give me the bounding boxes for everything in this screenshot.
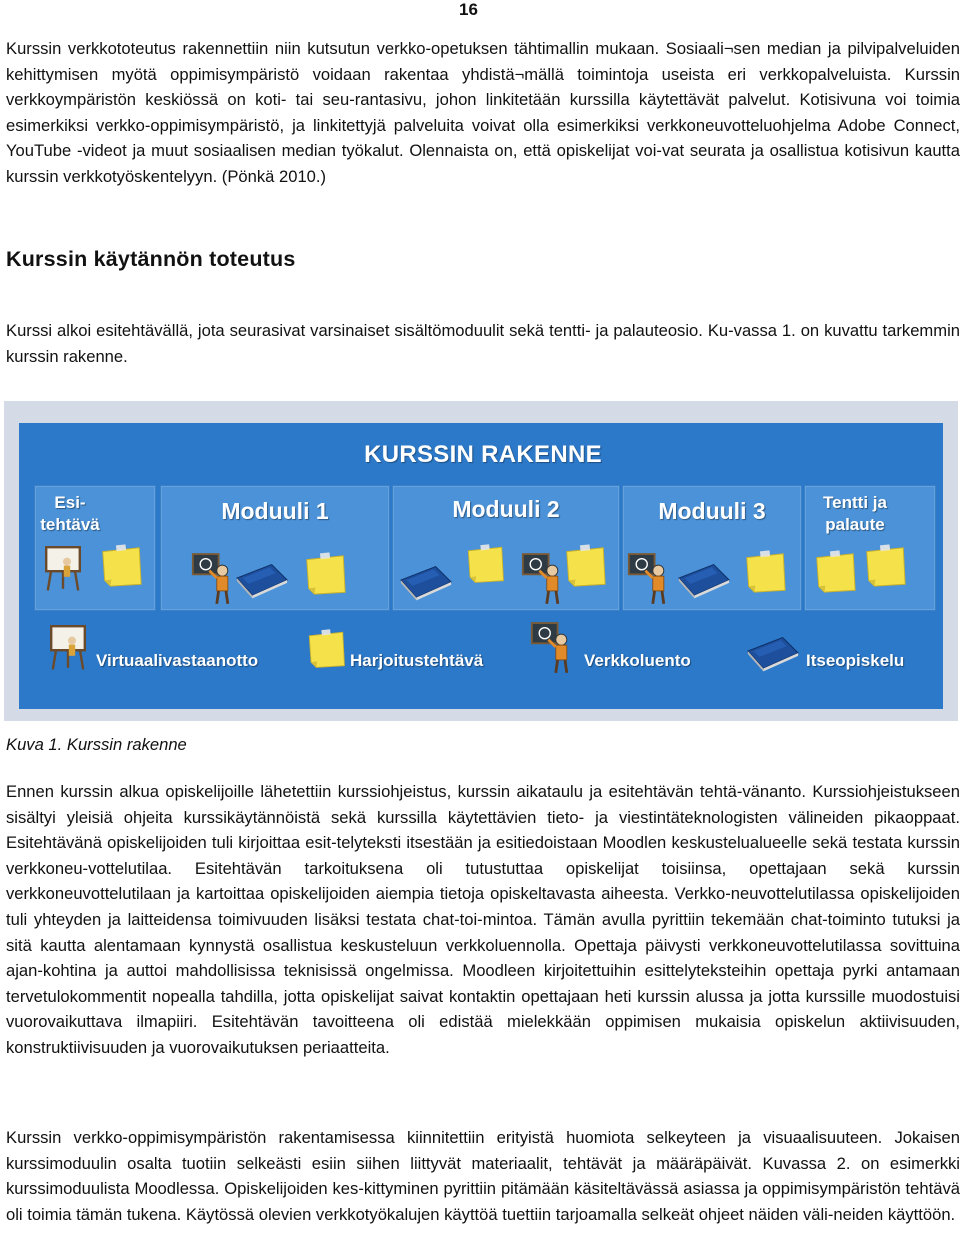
book-icon	[675, 560, 733, 600]
box-exam-line2: palaute	[825, 515, 885, 534]
book-icon	[397, 562, 455, 602]
section-heading: Kurssin käytännön toteutus	[6, 247, 296, 271]
sticky-note-icon	[304, 627, 348, 671]
box-pretask-line1: Esi-	[54, 493, 86, 512]
box-module-3	[622, 485, 802, 611]
box-module-1	[160, 485, 390, 611]
box-pretask	[34, 485, 156, 611]
whiteboard-icon	[43, 544, 83, 592]
legend-self-study: Itseopiskelu	[806, 651, 905, 670]
book-icon	[233, 560, 291, 600]
lecturer-icon	[191, 550, 237, 606]
legend-exercise: Harjoitustehtävä	[350, 651, 484, 670]
book-icon	[744, 633, 802, 673]
sticky-note-icon	[811, 548, 859, 596]
paragraph-environment: Kurssin verkko-oppimisympäristön rakentamisessa kiinnitettiin erityistä huomiota selkeyteen ja visuaalisuuteen. Jokaisen kurssimoduulin osalta tuotiin selkeästi esiin siihen liittyvät materiaalit, tehtävät ja määräpäivät. Kuvassa 2. on esimerkki kurssimoduulista Moodlessa. Opiskelijoiden kes-kittyminen pyrittiin pitämään käsiteltävässä asiassa ja oppimisympäristön tehtävä oli toimia tämän tukena. Käytössä olevien verkkotyökalujen käyttöä tuettiin tarjoamalla selkeät ohjeet näiden väli-neiden käyttöön.	[6, 1128, 960, 1224]
box-exam-feedback	[804, 485, 936, 611]
box-module-1-label: Moduuli 1	[221, 498, 329, 524]
sticky-note-icon	[301, 550, 349, 598]
paragraph-course-start: Kurssi alkoi esitehtävällä, jota seurasivat varsinaiset sisältömoduulit sekä tentti- ja palauteosio. Ku-vassa 1. on kuvattu tarkemmin kurssin rakenne.	[6, 321, 960, 366]
page-number: 16	[459, 0, 478, 19]
box-exam-line1: Tentti ja	[823, 493, 887, 512]
paragraph-intro: Kurssin verkkototeutus rakennettiin niin kutsutun verkko-opetuksen tähtimallin mukaan. Sosiaali¬sen median ja pilvipalveluiden kehittymisen myötä oppimisympäristö voidaan rakentaa yhdistä¬mällä toimintoja useista eri verkkopalveluista. Kurssin verkkoympäristön keskiössä on koti- tai seu-rantasivu, johon linkitetään kurssilla käytettävät palvelut. Kotisivuna voi toimia esimerkiksi verkko-oppimisympäristö, ja linkitettyjä palveluita voivat olla esimerkiksi verkkoneuvotteluohjelma Adobe Connect, YouTube -videot ja muut sosiaalisen median työkalut. Olennaista on, että opiskelijat voi-vat seurata ja osallistua kotisivun kautta kurssin verkkotyöskentelyyn. (Pönkä 2010.)	[6, 39, 960, 186]
box-module-3-label: Moduuli 3	[658, 498, 766, 524]
whiteboard-icon	[48, 623, 88, 671]
course-structure-figure	[4, 401, 958, 721]
legend-virtual-office-hours: Virtuaalivastaanotto	[96, 651, 259, 670]
lecturer-icon	[627, 550, 673, 606]
lecturer-icon	[530, 619, 576, 675]
sticky-note-icon	[463, 542, 507, 586]
sticky-note-icon	[741, 548, 789, 596]
sticky-note-icon	[97, 542, 145, 590]
sticky-note-icon	[861, 542, 909, 590]
sticky-note-icon	[561, 542, 609, 590]
legend-web-lecture: Verkkoluento	[584, 651, 691, 670]
figure-title: KURSSIN RAKENNE	[364, 441, 602, 468]
box-module-2-label: Moduuli 2	[452, 496, 560, 522]
figure-caption: Kuva 1. Kurssin rakenne	[6, 735, 187, 754]
box-pretask-line2: tehtävä	[40, 515, 100, 534]
paragraph-pretask: Ennen kurssin alkua opiskelijoille lähetettiin kurssiohjeistus, kurssin aikataulu ja esitehtävän tehtä-vänanto. Kurssiohjeistukseen sisältyi yleisiä ohjeita kurssikäytännöistä sekä kurssilla käytettävien tieto- ja viestintäteknologisten välineiden pikaoppaat. Esitehtävänä opiskelijoiden tuli kirjoittaa esit-telyteksti itsestään ja esitiedoistaan Moodlen keskustelualueelle sekä testata kurssin verkkoneu-vottelutilaa. Esitehtävän tarkoituksena oli tutustuttaa opiskelijat toisiinsa, opettajaan sekä kurssin verkkoneuvottelutilaan ja kartoittaa opiskelijoiden aiempia tietoja opiskeltavasta aiheesta. Verkko-neuvottelutilassa opiskelijoiden tuli yhteyden ja laitteidensa toimivuuden lisäksi testata chat-toi-mintoa. Tämän avulla pyrittiin tekemään chat-toiminto tutuksi ja sitä kautta alentamaan kynnystä osallistua keskusteluun verkkoluennolla. Opettaja päivysti verkkoneuvottelutilassa sovittuina ajan-kohtina ja auttoi mahdollisissa teknisissä ongelmissa. Moodleen kirjoitettuihin esittelyteksteihin opettaja pyrki antamaan tervetulokommentit nopealla tahdilla, jotta opiskelijat saivat kontaktin opettajaan heti kurssin alussa ja jotta kurssille muodostuisi vuorovaikuttava ilmapiiri. Esitehtävän tavoitteena oli edistää mielekkään oppimisen mukaisia opiskelun aktiivisuuden, konstruktiivisuuden ja vuorovaikutuksen periaatteita.	[6, 782, 960, 1057]
box-module-2	[392, 485, 620, 611]
